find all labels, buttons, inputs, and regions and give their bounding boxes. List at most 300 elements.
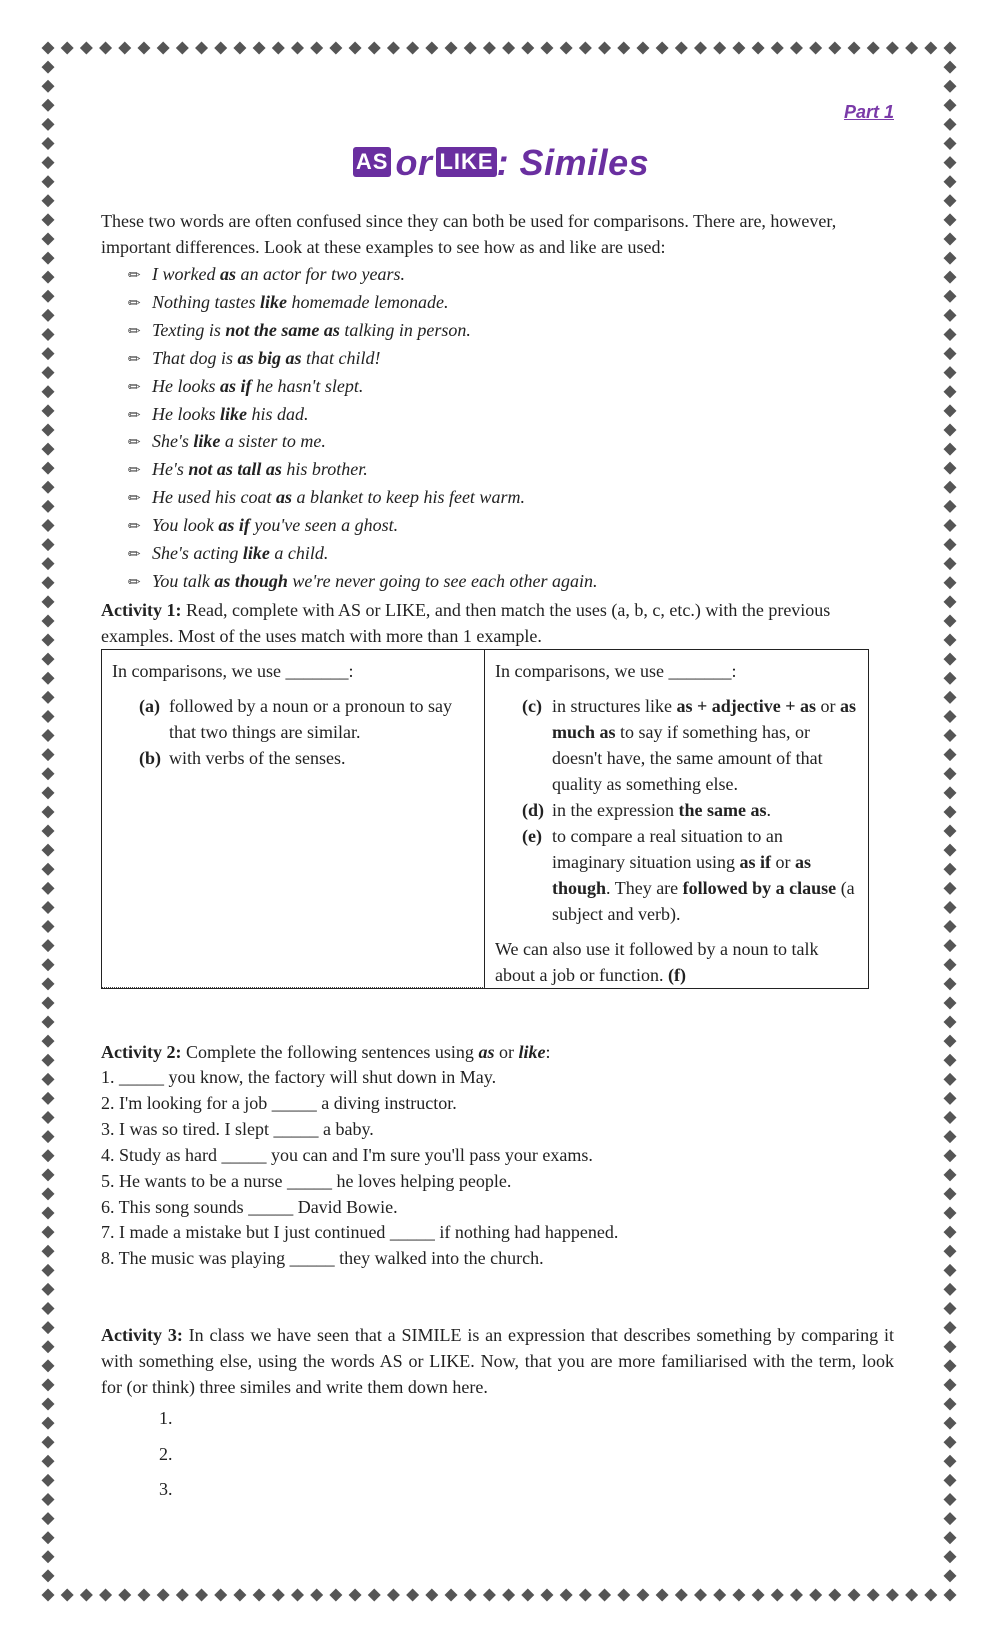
- intro-paragraph: These two words are often confused since they can both be used for comparisons. There are, however, important differences. Look at these examples to see how as and like are used:: [101, 211, 837, 257]
- use-c-text-3: to say if something has, or doesn't have, the same amount of that quality as something else.: [552, 722, 823, 794]
- activity-3-instructions: [101, 1322, 894, 1400]
- border-diamond: [944, 805, 957, 818]
- border-diamond: [944, 366, 957, 379]
- border-diamond: [944, 404, 957, 417]
- border-diamond: [944, 1474, 957, 1487]
- border-diamond: [905, 1589, 918, 1602]
- example-item: [128, 569, 598, 597]
- use-e-bold-1: as if: [739, 852, 771, 872]
- border-diamond: [944, 328, 957, 341]
- border-diamond: [944, 156, 957, 169]
- activity-2-instructions: [101, 1039, 901, 1065]
- border-diamond: [61, 42, 74, 55]
- example-text: we're never going to see each other again.: [287, 570, 598, 591]
- example-keyword: as if: [218, 515, 250, 536]
- use-e-tag: (e): [522, 826, 542, 846]
- border-diamond: [42, 80, 55, 93]
- border-diamond: [42, 1569, 55, 1582]
- activity-2-sentences: [101, 1065, 901, 1272]
- example-text: He looks: [152, 375, 220, 396]
- example-keyword: like: [219, 403, 247, 424]
- border-diamond: [944, 519, 957, 532]
- border-diamond: [944, 462, 957, 475]
- border-diamond: [944, 1302, 957, 1315]
- border-diamond: [42, 252, 55, 265]
- part-label: Part 1: [843, 102, 894, 122]
- border-diamond: [944, 710, 957, 723]
- border-diamond: [42, 137, 55, 150]
- border-diamond: [944, 1398, 957, 1411]
- border-diamond: [42, 500, 55, 513]
- border-diamond: [42, 1417, 55, 1430]
- border-diamond: [42, 1187, 55, 1200]
- border-diamond: [42, 213, 55, 226]
- border-diamond: [42, 156, 55, 169]
- example-text: his dad.: [246, 403, 309, 424]
- border-diamond: [944, 901, 957, 914]
- border-diamond: [944, 1130, 957, 1143]
- activity-2-sentence: 8. The music was playing _____ they walked into the church.: [101, 1248, 544, 1269]
- border-diamond: [42, 1340, 55, 1353]
- use-e-bold-3: followed by a clause: [682, 878, 837, 898]
- border-diamond: [905, 42, 918, 55]
- use-e-bold-2: as though: [552, 852, 811, 898]
- example-text: She's acting: [152, 543, 243, 564]
- example-keyword: as: [275, 487, 292, 508]
- use-b: [139, 745, 474, 771]
- border-diamond: [42, 634, 55, 647]
- right-heading: In comparisons, we use _______:: [495, 661, 737, 681]
- border-diamond: [42, 595, 55, 608]
- border-diamond: [944, 653, 957, 666]
- example-keyword: as if: [219, 375, 252, 396]
- example-keyword: not as tall as: [188, 459, 282, 480]
- example-text: an actor for two years.: [236, 264, 405, 284]
- title-similes: : Similes: [496, 142, 650, 183]
- use-a-tag: (a): [139, 696, 160, 716]
- border-diamond: [944, 1168, 957, 1181]
- border-diamond: [61, 1589, 74, 1602]
- border-diamond: [944, 1359, 957, 1372]
- activity-1-instructions: [101, 597, 901, 649]
- use-a: [139, 693, 474, 745]
- activity-2-sentence: 2. I'm looking for a job _____ a diving instructor.: [101, 1092, 457, 1113]
- border-diamond: [944, 1455, 957, 1468]
- border-diamond: [42, 232, 55, 245]
- border-diamond: [924, 1589, 937, 1602]
- border-diamond: [944, 614, 957, 627]
- use-c-tag: (c): [522, 696, 542, 716]
- example-text: he hasn't slept.: [251, 375, 364, 396]
- border-diamond: [944, 290, 957, 303]
- border-diamond: [42, 194, 55, 207]
- activity-2-sentence: 4. Study as hard _____ you can and I'm sure you'll pass your exams.: [101, 1144, 593, 1165]
- border-diamond: [944, 1207, 957, 1220]
- example-item: [128, 290, 598, 318]
- border-diamond: [944, 99, 957, 112]
- example-keyword: as though: [214, 570, 288, 591]
- border-diamond: [42, 99, 55, 112]
- border-diamond: [944, 1436, 957, 1449]
- border-diamond: [944, 118, 957, 131]
- border-diamond: [944, 1016, 957, 1029]
- border-diamond: [42, 1054, 55, 1067]
- border-diamond: [42, 1321, 55, 1334]
- use-e-text-4: (a subject and verb).: [552, 878, 855, 924]
- border-diamond: [42, 1474, 55, 1487]
- border-diamond: [944, 137, 957, 150]
- example-text: that child!: [301, 347, 381, 368]
- example-text: He looks: [152, 403, 220, 424]
- activity-2-word-like: like: [518, 1042, 546, 1062]
- uses-left-column: [102, 650, 485, 988]
- border-diamond: [944, 61, 957, 74]
- border-diamond: [944, 42, 957, 55]
- border-diamond: [42, 519, 55, 532]
- border-diamond: [944, 175, 957, 188]
- activity-2-text-end: :: [545, 1042, 551, 1062]
- border-diamond: [944, 1149, 957, 1162]
- border-diamond: [944, 538, 957, 551]
- example-text: you've seen a ghost.: [249, 515, 399, 536]
- example-text: He's: [152, 459, 189, 480]
- border-diamond: [42, 958, 55, 971]
- border-diamond: [42, 1589, 55, 1602]
- border-diamond: [42, 443, 55, 456]
- example-text: I worked: [152, 264, 220, 284]
- border-diamond: [42, 347, 55, 360]
- border-diamond: [42, 1264, 55, 1277]
- border-diamond: [42, 1149, 55, 1162]
- border-diamond: [42, 1092, 55, 1105]
- example-text: He used his coat: [152, 487, 276, 508]
- activity-2-text: Complete the following sentences using: [181, 1042, 479, 1062]
- border-diamond: [42, 309, 55, 322]
- activity-2: [101, 1039, 901, 1272]
- pencil-icon: ✏: [128, 574, 141, 591]
- border-diamond: [42, 1245, 55, 1258]
- border-diamond: [944, 309, 957, 322]
- border-diamond: [944, 1245, 957, 1258]
- border-diamond: [944, 1092, 957, 1105]
- pencil-icon: ✏: [128, 295, 141, 312]
- border-diamond: [944, 920, 957, 933]
- border-diamond: [944, 1054, 957, 1067]
- example-item: [128, 374, 598, 402]
- border-diamond: [944, 1283, 957, 1296]
- page-title: [101, 142, 901, 184]
- border-diamond: [42, 748, 55, 761]
- activity-3-text: In class we have seen that a SIMILE is an expression that describes something by comparing it with something else, using the words AS or LIKE. Now, that you are more familiarised with the term, look for (or think) three similes and write them down here.: [101, 1325, 894, 1397]
- border-diamond: [42, 1531, 55, 1544]
- border-diamond: [42, 691, 55, 704]
- border-diamond: [944, 1417, 957, 1430]
- example-item: [128, 429, 598, 457]
- border-diamond: [944, 786, 957, 799]
- border-diamond: [42, 423, 55, 436]
- border-diamond: [42, 404, 55, 417]
- activity-2-sentence: 6. This song sounds _____ David Bowie.: [101, 1196, 398, 1217]
- use-c-bold-1: as + adjective + as: [676, 696, 816, 716]
- activity-3-answer-lines: [159, 1408, 173, 1515]
- border-diamond: [42, 614, 55, 627]
- use-d-tag: (d): [522, 800, 544, 820]
- border-diamond: [944, 194, 957, 207]
- example-item: [128, 485, 598, 513]
- example-keyword: as: [219, 264, 236, 284]
- border-diamond: [42, 1302, 55, 1315]
- border-diamond: [42, 1378, 55, 1391]
- uses-table: [101, 649, 869, 989]
- pencil-icon: ✏: [128, 547, 141, 564]
- example-item: [128, 541, 598, 569]
- border-diamond: [944, 232, 957, 245]
- border-diamond: [42, 786, 55, 799]
- example-text: his brother.: [281, 459, 368, 480]
- border-diamond: [944, 385, 957, 398]
- border-diamond: [944, 729, 957, 742]
- example-item: [128, 318, 598, 346]
- border-diamond: [944, 1569, 957, 1582]
- border-diamond: [42, 1283, 55, 1296]
- use-b-tag: (b): [139, 748, 161, 768]
- border-diamond: [944, 863, 957, 876]
- border-diamond: [42, 653, 55, 666]
- border-diamond: [80, 1589, 93, 1602]
- border-diamond: [944, 576, 957, 589]
- border-diamond: [944, 672, 957, 685]
- border-diamond: [42, 901, 55, 914]
- border-diamond: [42, 1493, 55, 1506]
- activity-2-word-as: as: [478, 1042, 495, 1062]
- border-diamond: [944, 500, 957, 513]
- border-diamond: [944, 252, 957, 265]
- pencil-icon: ✏: [128, 435, 141, 452]
- example-text: That dog is: [152, 347, 238, 368]
- pencil-icon: ✏: [128, 463, 141, 480]
- use-c-text-1: in structures like: [552, 696, 677, 716]
- border-diamond: [944, 1073, 957, 1086]
- border-diamond: [944, 1589, 957, 1602]
- border-diamond: [944, 1187, 957, 1200]
- border-diamond: [42, 996, 55, 1009]
- use-c: [522, 693, 857, 797]
- activity-2-sentence: 7. I made a mistake but I just continued _____ if nothing had happened.: [101, 1222, 619, 1243]
- border-diamond: [42, 1436, 55, 1449]
- border-diamond: [944, 271, 957, 284]
- border-diamond: [944, 634, 957, 647]
- border-diamond: [944, 767, 957, 780]
- border-diamond: [944, 1321, 957, 1334]
- example-text: She's: [152, 431, 194, 452]
- use-e: [522, 823, 857, 927]
- border-diamond: [944, 1111, 957, 1124]
- border-diamond: [42, 825, 55, 838]
- border-diamond: [42, 1398, 55, 1411]
- border-diamond: [42, 1111, 55, 1124]
- border-diamond: [944, 977, 957, 990]
- example-keyword: like: [193, 431, 221, 452]
- example-keyword: not the same as: [225, 319, 340, 340]
- border-diamond: [944, 996, 957, 1009]
- use-d-bold: the same as: [678, 800, 767, 820]
- activity-2-label: Activity 2:: [101, 1042, 182, 1062]
- example-text: Nothing tastes: [152, 291, 261, 312]
- border-diamond: [42, 271, 55, 284]
- border-diamond: [80, 42, 93, 55]
- example-keyword: as big as: [237, 347, 302, 368]
- border-diamond: [42, 805, 55, 818]
- border-diamond: [944, 1226, 957, 1239]
- use-d-text-2: .: [766, 800, 771, 820]
- border-diamond: [42, 729, 55, 742]
- border-diamond: [42, 939, 55, 952]
- border-diamond: [944, 347, 957, 360]
- border-diamond: [42, 1359, 55, 1372]
- pencil-icon: ✏: [128, 519, 141, 536]
- use-f-tag: (f): [667, 965, 686, 985]
- border-diamond: [42, 1550, 55, 1563]
- border-diamond: [42, 710, 55, 723]
- example-text: a child.: [269, 543, 329, 564]
- border-diamond: [42, 61, 55, 74]
- border-diamond: [42, 42, 55, 55]
- border-diamond: [42, 1168, 55, 1181]
- border-diamond: [42, 1073, 55, 1086]
- border-diamond: [42, 1207, 55, 1220]
- border-diamond: [42, 118, 55, 131]
- border-diamond: [944, 1550, 957, 1563]
- border-diamond: [944, 80, 957, 93]
- use-f-text: We can also use it followed by a noun to talk about a job or function.: [495, 939, 819, 985]
- use-e-text-3: . They are: [606, 878, 683, 898]
- border-diamond: [944, 1035, 957, 1048]
- border-diamond: [944, 557, 957, 570]
- border-diamond: [944, 1264, 957, 1277]
- pencil-icon: ✏: [128, 351, 141, 368]
- example-text: a blanket to keep his feet warm.: [292, 487, 525, 508]
- border-diamond: [42, 767, 55, 780]
- border-diamond: [42, 672, 55, 685]
- title-or: or: [395, 142, 433, 183]
- border-diamond: [42, 538, 55, 551]
- use-e-text-2: or: [770, 852, 795, 872]
- border-diamond: [944, 882, 957, 895]
- use-d: [522, 797, 857, 823]
- example-item: [128, 513, 598, 541]
- examples-list: [128, 262, 598, 597]
- border-diamond: [944, 443, 957, 456]
- border-diamond: [42, 328, 55, 341]
- title-as-box: AS: [353, 147, 392, 177]
- worksheet-page: [101, 0, 901, 1643]
- example-text: talking in person.: [339, 319, 471, 340]
- example-keyword: like: [260, 291, 288, 312]
- title-like-box: LIKE: [436, 147, 496, 177]
- border-diamond: [944, 423, 957, 436]
- border-diamond: [42, 462, 55, 475]
- border-diamond: [944, 1378, 957, 1391]
- example-text: a sister to me.: [220, 431, 326, 452]
- example-keyword: like: [242, 543, 270, 564]
- left-heading: In comparisons, we use _______:: [112, 661, 354, 681]
- example-text: Texting is: [152, 319, 226, 340]
- border-diamond: [42, 882, 55, 895]
- border-diamond: [42, 977, 55, 990]
- use-b-text: with verbs of the senses.: [169, 748, 346, 768]
- border-diamond: [42, 920, 55, 933]
- border-diamond: [944, 595, 957, 608]
- border-diamond: [42, 366, 55, 379]
- border-diamond: [42, 1226, 55, 1239]
- border-diamond: [944, 958, 957, 971]
- border-diamond: [944, 481, 957, 494]
- border-diamond: [944, 1493, 957, 1506]
- border-diamond: [944, 213, 957, 226]
- activity-3-label: Activity 3:: [101, 1325, 183, 1345]
- border-diamond: [944, 1512, 957, 1525]
- use-f-note: [495, 936, 857, 988]
- answer-line-number: 1.: [159, 1408, 173, 1428]
- pencil-icon: ✏: [128, 491, 141, 508]
- activity-2-sentence: 1. _____ you know, the factory will shut down in May.: [101, 1067, 497, 1087]
- example-item: [128, 262, 598, 290]
- border-diamond: [42, 385, 55, 398]
- border-diamond: [944, 844, 957, 857]
- border-diamond: [42, 1035, 55, 1048]
- border-diamond: [42, 1512, 55, 1525]
- border-diamond: [42, 481, 55, 494]
- use-c-bold-2: as much as: [552, 696, 856, 742]
- border-diamond: [924, 42, 937, 55]
- use-c-text-2: or: [815, 696, 840, 716]
- border-diamond: [944, 825, 957, 838]
- uses-right-column: [485, 650, 867, 988]
- use-a-text: followed by a noun or a pronoun to say that two things are similar.: [169, 696, 452, 742]
- example-item: [128, 457, 598, 485]
- example-text: homemade lemonade.: [287, 291, 449, 312]
- border-diamond: [42, 863, 55, 876]
- border-diamond: [42, 1455, 55, 1468]
- activity-2-sentence: 3. I was so tired. I slept _____ a baby.: [101, 1118, 374, 1139]
- border-diamond: [944, 691, 957, 704]
- border-diamond: [42, 557, 55, 570]
- border-diamond: [42, 175, 55, 188]
- pencil-icon: ✏: [128, 407, 141, 424]
- border-diamond: [944, 1340, 957, 1353]
- border-diamond: [944, 939, 957, 952]
- activity-1-text: Read, complete with AS or LIKE, and then match the uses (a, b, c, etc.) with the previous examples. Most of the uses match with more than 1 example.: [101, 600, 831, 646]
- example-text: You talk: [152, 570, 215, 591]
- activity-1-label: Activity 1:: [101, 600, 182, 620]
- border-diamond: [42, 844, 55, 857]
- activity-2-sentence: 5. He wants to be a nurse _____ he loves helping people.: [101, 1170, 512, 1191]
- border-diamond: [42, 1016, 55, 1029]
- example-item: [128, 346, 598, 374]
- pencil-icon: ✏: [128, 268, 141, 284]
- border-diamond: [42, 576, 55, 589]
- use-d-text-1: in the expression: [552, 800, 679, 820]
- border-diamond: [42, 1130, 55, 1143]
- use-e-text-1: to compare a real situation to an imaginary situation using: [552, 826, 783, 872]
- example-text: You look: [152, 515, 219, 536]
- answer-line-number: 3.: [159, 1479, 173, 1499]
- answer-line-number: 2.: [159, 1443, 173, 1464]
- pencil-icon: ✏: [128, 379, 141, 396]
- activity-2-text-or: or: [494, 1042, 519, 1062]
- pencil-icon: ✏: [128, 323, 141, 340]
- example-item: [128, 402, 598, 430]
